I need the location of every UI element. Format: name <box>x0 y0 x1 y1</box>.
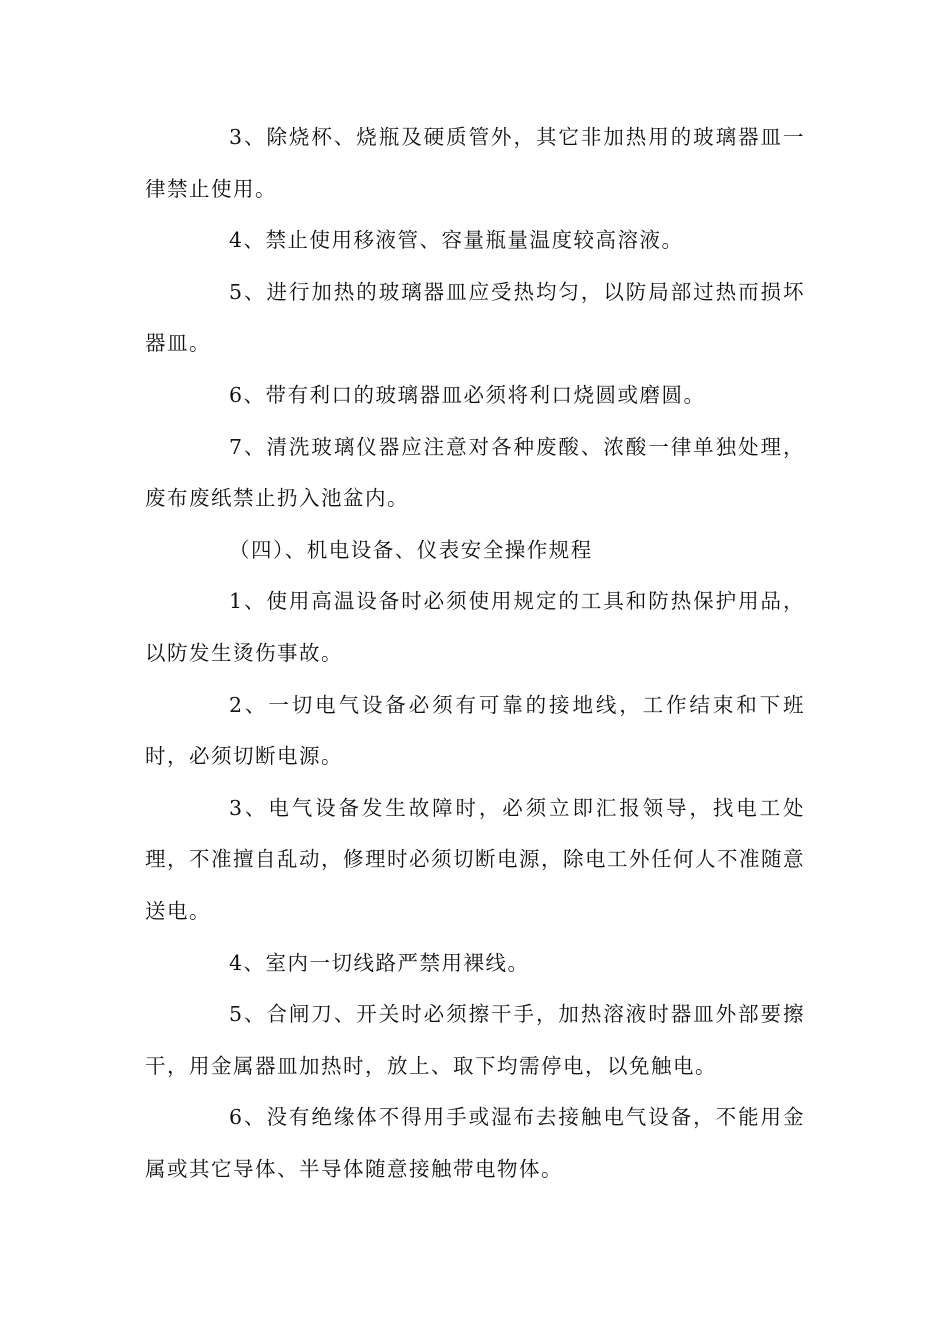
paragraph-glassware-rule-4: 4、禁止使用移液管、容量瓶量温度较高溶液。 <box>229 228 684 253</box>
paragraph-electrical-rule-6: 6、没有绝缘体不得用手或湿布去接触电气设备，不能用金属或其它导体、半导体随意接触带电物体。 <box>145 1105 805 1181</box>
paragraph-glassware-rule-7: 7、清洗玻璃仪器应注意对各种废酸、浓酸一律单独处理，废布废纸禁止扔入池盆内。 <box>145 434 805 511</box>
paragraph-electrical-rule-5: 5、合闸刀、开关时必须擦干手，加热溶液时器皿外部要擦干，用金属器皿加热时，放上、取下均需停电，以免触电。 <box>145 1002 805 1078</box>
paragraph-electrical-rule-2: 2、一切电气设备必须有可靠的接地线，工作结束和下班时，必须切断电源。 <box>145 692 805 769</box>
paragraph-electrical-rule-4: 4、室内一切线路严禁用裸线。 <box>229 950 530 975</box>
paragraph-electrical-rule-3: 3、电气设备发生故障时，必须立即汇报领导，找电工处理，不准擅自乱动，修理时必须切断电源，除电工外任何人不准随意送电。 <box>145 795 805 923</box>
paragraph-glassware-rule-6: 6、带有利口的玻璃器皿必须将利口烧圆或磨圆。 <box>229 382 706 407</box>
section-heading: （四）、机电设备、仪表安全操作规程 <box>229 537 593 562</box>
paragraph-glassware-rule-3: 3、除烧杯、烧瓶及硬质管外，其它非加热用的玻璃器皿一律禁止使用。 <box>145 125 805 201</box>
paragraph-electrical-rule-1: 1、使用高温设备时必须使用规定的工具和防热保护用品，以防发生烫伤事故。 <box>145 589 805 665</box>
paragraph-glassware-rule-5: 5、进行加热的玻璃器皿应受热均匀，以防局部过热而损坏器皿。 <box>145 279 805 356</box>
document-body <box>145 112 805 1195</box>
